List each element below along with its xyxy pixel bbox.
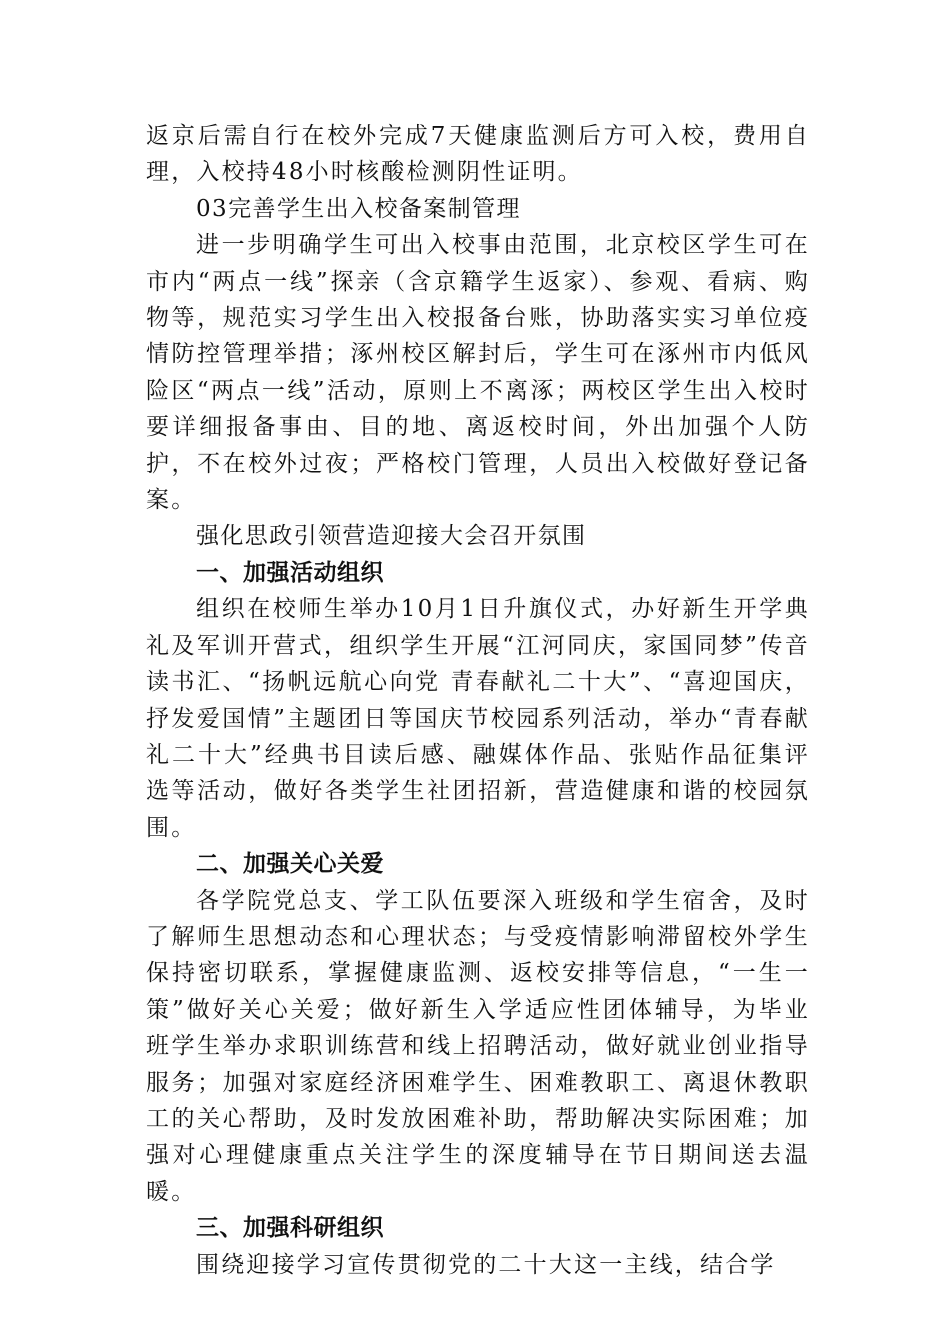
section-paragraph-2: 各学院党总支、学工队伍要深入班级和学生宿舍，及时了解师生思想动态和心理状态；与受疫情影响滞留校外学生保持密切联系，掌握健康监测、返校安排等信息，“一生一策”做好关心关爱；做好新生入学适应性团体辅导，为毕业班学生举办求职训练营和线上招聘活动，做好就业创业指导服务；加强对家庭经济困难学生、困难教职工、离退休教职工的关心帮助，及时发放困难补助，帮助解决实际困难；加强对心理健康重点关注学生的深度辅导在节日期间送去温暖。 xyxy=(146,887,810,1205)
section-paragraph-3: 围绕迎接学习宣传贯彻党的二十大这一主线，结合学 xyxy=(196,1251,776,1278)
document-body xyxy=(146,118,810,1283)
section-title: 强化思政引领营造迎接大会召开氛围 xyxy=(196,523,587,550)
body-paragraph: 进一步明确学生可出入校事由范围，北京校区学生可在市内“两点一线”探亲（含京籍学生返家）、参观、看病、购物等，规范实习学生出入校报备台账，协助落实实习单位疫情防控管理举措；涿州校区解封后，学生可在涿州市内低风险区“两点一线”活动，原则上不离涿；两校区学生出入校时要详细报备事由、目的地、离返校时间，外出加强个人防护，不在校外过夜；严格校门管理，人员出入校做好登记备案。 xyxy=(146,232,810,514)
section-heading-1: 一、加强活动组织 xyxy=(196,559,384,586)
subsection-title: 03完善学生出入校备案制管理 xyxy=(196,195,521,222)
continued-paragraph: 返京后需自行在校外完成7天健康监测后方可入校，费用自理，入校持48小时核酸检测阴性证明。 xyxy=(146,123,810,186)
section-paragraph-1: 组织在校师生举办10月1日升旗仪式，办好新生开学典礼及军训开营式，组织学生开展“江河同庆，家国同梦”传音读书汇、“扬帆远航心向党 青春献礼二十大”、“喜迎国庆，抒发爱国情”主题团日等国庆节校园系列活动，举办“青春献礼二十大”经典书目读后感、融媒体作品、张贴作品征集评选等活动，做好各类学生社团招新，营造健康和谐的校园氛围。 xyxy=(146,596,810,841)
section-heading-2: 二、加强关心关爱 xyxy=(196,851,384,878)
section-heading-3: 三、加强科研组织 xyxy=(196,1215,384,1242)
